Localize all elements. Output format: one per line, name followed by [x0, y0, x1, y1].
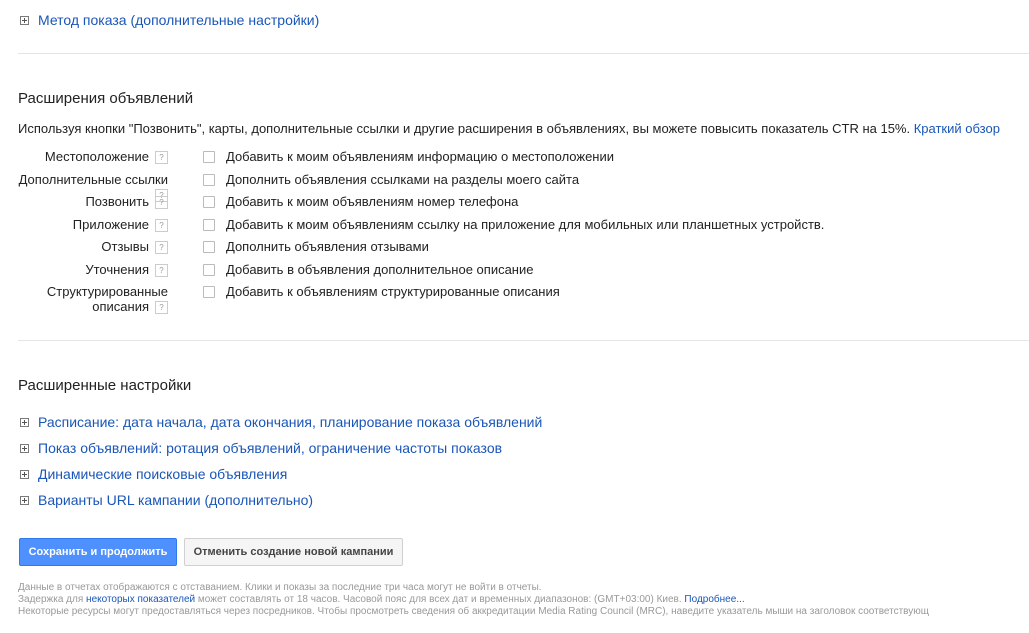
ad-extensions-description	[18, 121, 1000, 136]
display-method-expander[interactable]	[20, 12, 319, 28]
help-icon[interactable]: ?	[155, 151, 168, 164]
app-checkbox[interactable]	[203, 219, 215, 231]
extension-row-sitelinks	[0, 172, 1029, 201]
extension-option-text: Добавить в объявления дополнительное описание	[226, 262, 534, 277]
dynamic-search-ads-link[interactable]: Динамические поисковые объявления	[38, 466, 288, 482]
help-icon[interactable]: ?	[155, 241, 168, 254]
extension-option-text: Добавить к моим объявлениям ссылку на приложение для мобильных или планшетных устройств.	[226, 217, 825, 232]
extension-row-structured	[0, 284, 1029, 316]
campaign-url-options-expander[interactable]	[20, 492, 313, 508]
extension-row-callouts	[0, 262, 1029, 285]
learn-more-link[interactable]: Подробнее...	[684, 594, 745, 605]
ad-delivery-expander[interactable]	[20, 440, 502, 456]
call-checkbox[interactable]	[203, 196, 215, 208]
footer-line-3: Некоторые ресурсы могут предоставляться через посредников. Чтобы просмотреть сведения об аккредитации Media Rating Council (MRC), наведите указатель мыши на заголовок соответствующ	[18, 606, 929, 617]
structured-checkbox[interactable]	[203, 286, 215, 298]
some-metrics-link[interactable]: некоторых показателей	[86, 594, 196, 605]
help-icon[interactable]: ?	[155, 219, 168, 232]
description-text: Используя кнопки "Позвонить", карты, дополнительные ссылки и другие расширения в объявлениях, вы можете повысить показатель CTR на 15%.	[18, 121, 911, 136]
extension-option-text: Добавить к моим объявлениям номер телефона	[226, 194, 519, 209]
footer-line-1: Данные в отчетах отображаются с отставанием. Клики и показы за последние три часа могут не войти в отчеты.	[18, 582, 542, 593]
extension-row-call	[0, 194, 1029, 217]
save-and-continue-button[interactable]: Сохранить и продолжить	[19, 538, 177, 566]
expand-plus-icon[interactable]	[20, 496, 29, 505]
divider	[18, 340, 1029, 341]
extension-label: Приложение ?	[73, 217, 168, 232]
help-icon[interactable]: ?	[155, 189, 168, 202]
extension-option-text: Дополнить объявления отзывами	[226, 239, 429, 254]
extension-option-text: Добавить к объявлениям структурированные описания	[226, 284, 560, 299]
callouts-checkbox[interactable]	[203, 264, 215, 276]
ad-extensions-title: Расширения объявлений	[18, 90, 194, 107]
overview-link[interactable]: Краткий обзор	[913, 121, 1000, 136]
extension-row-reviews	[0, 239, 1029, 262]
divider	[18, 53, 1029, 54]
advanced-settings-title: Расширенные настройки	[18, 377, 192, 394]
help-icon[interactable]: ?	[155, 196, 168, 209]
extension-label: Дополнительные ссылки?	[18, 172, 168, 201]
extension-label: Позвонить ?	[85, 194, 168, 209]
reviews-checkbox[interactable]	[203, 241, 215, 253]
sitelinks-checkbox[interactable]	[203, 174, 215, 186]
expand-plus-icon[interactable]	[20, 470, 29, 479]
cancel-campaign-button[interactable]: Отменить создание новой кампании	[184, 538, 403, 566]
ad-delivery-link[interactable]: Показ объявлений: ротация объявлений, ограничение частоты показов	[38, 440, 503, 456]
campaign-url-options-link[interactable]: Варианты URL кампании (дополнительно)	[38, 492, 314, 508]
expand-plus-icon[interactable]	[20, 444, 29, 453]
expand-plus-icon[interactable]	[20, 418, 29, 427]
extension-label: Структурированные описания ?	[46, 284, 168, 314]
help-icon[interactable]: ?	[155, 301, 168, 314]
expand-plus-icon[interactable]	[20, 16, 29, 25]
display-method-link[interactable]: Метод показа (дополнительные настройки)	[38, 12, 320, 28]
extension-label: Местоположение ?	[45, 149, 168, 164]
extension-label: Отзывы ?	[101, 239, 168, 254]
extension-label: Уточнения ?	[85, 262, 168, 277]
extension-row-app	[0, 217, 1029, 240]
dynamic-search-ads-expander[interactable]	[20, 466, 287, 482]
footer-line-2: Задержка для некоторых показателей может составлять от 18 часов. Часовой пояс для всех дат и временных диапазонов: (GMT+03:00) Киев. Подробнее...	[18, 594, 745, 605]
extension-option-text: Добавить к моим объявлениям информацию о местоположении	[226, 149, 615, 164]
schedule-link[interactable]: Расписание: дата начала, дата окончания, планирование показа объявлений	[38, 414, 543, 430]
extension-option-text: Дополнить объявления ссылками на разделы моего сайта	[226, 172, 580, 187]
schedule-expander[interactable]	[20, 414, 542, 430]
help-icon[interactable]: ?	[155, 264, 168, 277]
location-checkbox[interactable]	[203, 151, 215, 163]
extension-row-location	[0, 149, 1029, 172]
